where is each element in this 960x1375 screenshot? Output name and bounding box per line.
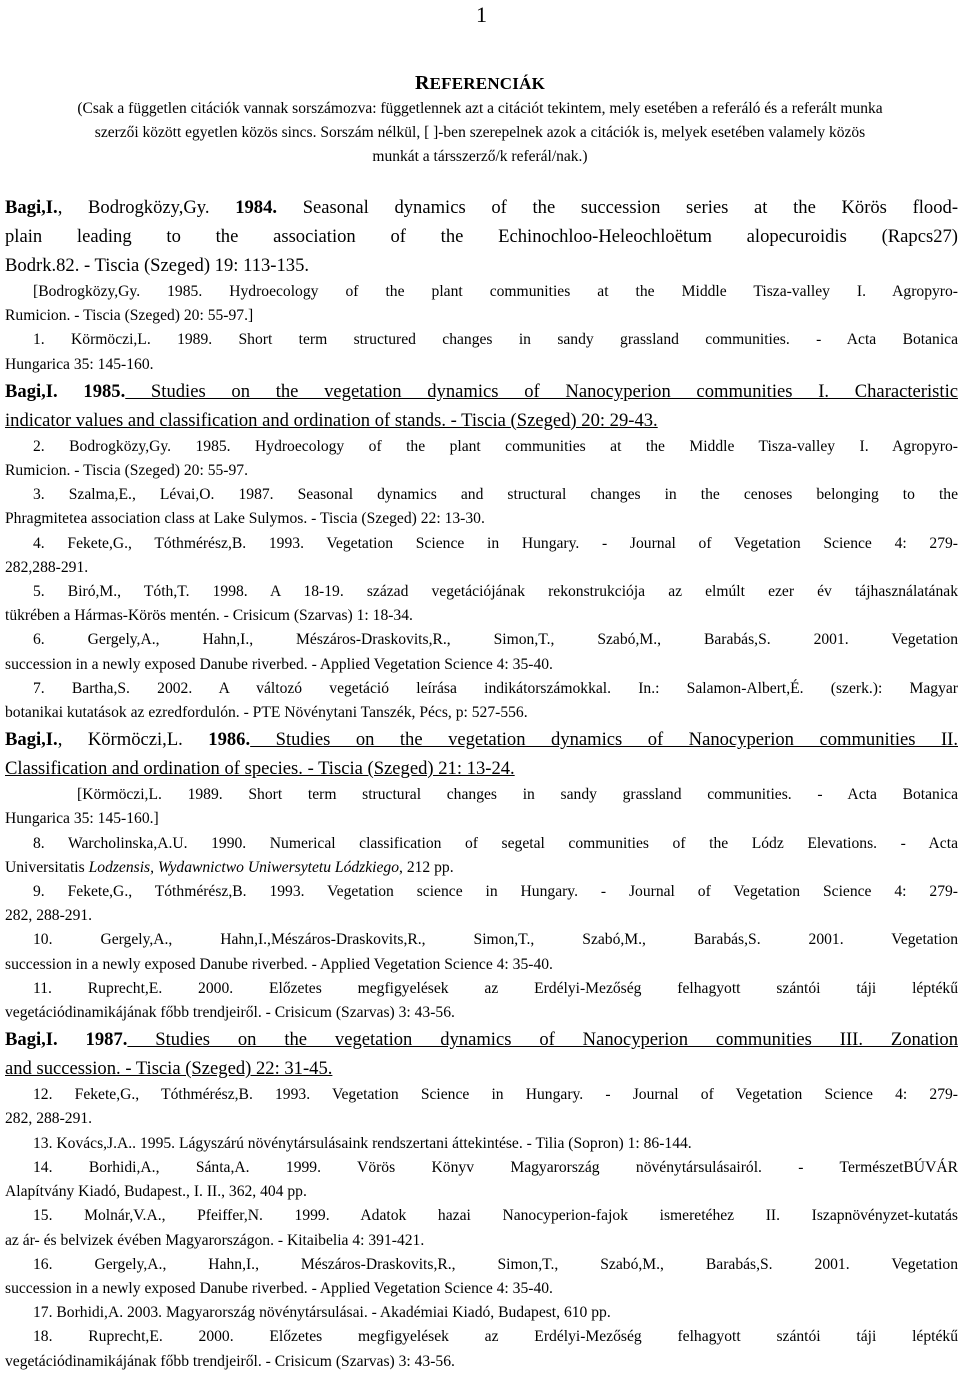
title-initial: R: [414, 72, 430, 94]
citation-line: 5. Biró,M., Tóth,T. 1998. A 18-19. század vegetációjának rekonstrukciója az elmúlt ezer év tájhasználatának: [33, 583, 958, 601]
author-name: Bagi,I.: [5, 197, 58, 218]
citation-line: 14. Borhidi,A., Sánta,A. 1999. Vörös Könyv Magyarország növénytársulásairól. - TermészetBÚVÁR: [33, 1158, 958, 1176]
citation-line: 1. Körmöczi,L. 1989. Short term structured changes in sandy grassland communities. - Acta Botanica: [33, 331, 958, 349]
citation-line: 282, 288-291.: [5, 907, 93, 925]
reference-line: [5, 193, 958, 222]
citation-line: 9. Fekete,G., Tóthmérész,B. 1993. Vegetation science in Hungary. - Journal of Vegetation Science 4: 279-: [33, 883, 958, 901]
title-rest: EFERENCIÁK: [429, 74, 545, 93]
citation-line: 3. Szalma,E., Lévai,O. 1987. Seasonal dynamics and structural changes in the cenoses belonging to the: [33, 486, 958, 504]
citation-line: 7. Bartha,S. 2002. A változó vegetáció leírása indikátorszámokkal. In.: Salamon-Albert,É. (szerk.): Magyar: [33, 679, 958, 697]
citation-line: vegetációdinamikájának főbb trendjeiről. - Crisicum (Szarvas) 3: 43-56.: [5, 1004, 455, 1022]
citation-line: succession in a newly exposed Danube riverbed. - Applied Vegetation Science 4: 35-40.: [5, 1279, 553, 1297]
citation-line: 6. Gergely,A., Hahn,I., Mészáros-Draskovits,R., Simon,T., Szabó,M., Barabás,S. 2001. Vegetation: [33, 631, 958, 649]
citation-line: botanikai kutatások az ezredfordulón. - PTE Növénytani Tanszék, Pécs, p: 527-556.: [5, 704, 528, 722]
reference-year: 1986.: [182, 729, 251, 751]
reference-line: and succession. - Tiscia (Szeged) 22: 31-45.: [5, 1058, 333, 1080]
citation-line: az ár- és belvizek évében Magyarországon. - Kitaibelia 4: 391-421.: [5, 1231, 425, 1249]
citation-line: Alapítvány Kiadó, Budapest., I. II., 362, 404 pp.: [5, 1183, 307, 1201]
reference-line: [5, 1025, 958, 1054]
citation-line: Rumicion. - Tiscia (Szeged) 20: 55-97.: [5, 462, 248, 480]
citation-line: 10. Gergely,A., Hahn,I.,Mészáros-Draskovits,R., Simon,T., Szabó,M., Barabás,S. 2001. Vegetation: [33, 931, 958, 949]
citation-line: Hungarica 35: 145-160.]: [5, 810, 159, 828]
intro-line: munkát a társszerző/k referál/nak.): [372, 148, 588, 165]
citation-line: 16. Gergely,A., Hahn,I., Mészáros-Draskovits,R., Simon,T., Szabó,M., Barabás,S. 2001. Vegetation: [33, 1255, 958, 1273]
citation-line: Phragmitetea association class at Lake Sulymos. - Tiscia (Szeged) 22: 13-30.: [5, 510, 485, 528]
reference-text: Studies on the vegetation dynamics of Nanocyperion communities III. Zonation: [127, 1029, 958, 1051]
citation-line: 282, 288-291.: [5, 1110, 93, 1128]
reference-head: Bagi,I. 1985.: [5, 380, 126, 402]
main-reference-2: [5, 377, 958, 435]
citation-group-4: [5, 1083, 958, 1373]
citation-line: 11. Ruprecht,E. 2000. Előzetes megfigyelések az Erdélyi-Mezőség felhagyott szántói táji léptékű: [33, 979, 958, 997]
citation-line: succession in a newly exposed Danube riverbed. - Applied Vegetation Science 4: 35-40.: [5, 655, 553, 673]
citation-text: , 212 pp.: [399, 858, 454, 876]
reference-list: [5, 193, 958, 1374]
intro-line: (Csak a független citációk vannak sorszámozva: függetlennek azt a citációt tekintem, mely esetében a referáló és a referált munka: [77, 100, 883, 117]
reference-line: [5, 377, 958, 406]
reference-text: Seasonal dynamics of the succession series at the Körös flood-: [277, 197, 959, 218]
reference-line: Classification and ordination of species. - Tiscia (Szeged) 21: 13-24.: [5, 758, 515, 780]
citation-text: Universitatis: [5, 858, 89, 876]
reference-text: Studies on the vegetation dynamics of Nanocyperion communities I. Characteristic: [125, 380, 958, 402]
citation-line: Rumicion. - Tiscia (Szeged) 20: 55-97.]: [5, 307, 254, 325]
citation-line: 4. Fekete,G., Tóthmérész,B. 1993. Vegetation Science in Hungary. - Journal of Vegetation Science 4: 279-: [33, 534, 958, 552]
main-reference-3: [5, 725, 958, 783]
reference-line: plain leading to the association of the Echinochloo-Heleochloëtum alopecuroidis (Rapcs27): [5, 226, 958, 247]
citation-line: 15. Molnár,V.A., Pfeiffer,N. 1999. Adatok hazai Nanocyperion-fajok ismeretéhez II. Iszapnövényzet-kutatás: [33, 1207, 958, 1225]
citation-line: 8. Warcholinska,A.U. 1990. Numerical classification of segetal communities of the Lódz Elevations. - Acta: [33, 834, 958, 852]
reference-year: 1984.: [209, 197, 278, 218]
page-number: 1: [476, 2, 487, 27]
intro-line: szerzői között egyetlen közös sincs. Sorszám nélkül, [ ]-ben szerepelnek azok a citációk is, melyek esetében valamely közös: [94, 124, 866, 141]
citation-line: [5, 856, 958, 880]
citation-group-1: [5, 280, 958, 377]
citation-line: 12. Fekete,G., Tóthmérész,B. 1993. Vegetation Science in Hungary. - Journal of Vegetation Science 4: 279-: [33, 1086, 958, 1104]
citation-line: tükrében a Hármas-Körös mentén. - Crisicum (Szarvas) 1: 18-34.: [5, 607, 413, 625]
reference-line: indicator values and classification and ordination of stands. - Tiscia (Szeged) 20: 29-43.: [5, 409, 658, 431]
author-name: Bagi,I.: [5, 729, 58, 751]
publisher-name: Lodzensis, Wydawnictwo Uniwersytetu Lódzkiego: [88, 858, 400, 876]
citation-line: 282,288-291.: [5, 558, 89, 576]
coauthor-name: , Körmöczi,L.: [57, 729, 183, 751]
citation-line: 18. Ruprecht,E. 2000. Előzetes megfigyelések az Erdélyi-Mezőség felhagyott szántói táji léptékű: [33, 1328, 958, 1346]
citation-group-2: [5, 435, 958, 725]
citation-line: succession in a newly exposed Danube riverbed. - Applied Vegetation Science 4: 35-40.: [5, 955, 553, 973]
citation-group-3: [5, 783, 958, 1025]
citation-line: 17. Borhidi,A. 2003. Magyarország növénytársulásai. - Akadémiai Kiadó, Budapest, 610 pp.: [33, 1304, 611, 1322]
page-title: [0, 72, 960, 95]
coauthor-name: , Bodrogközy,Gy.: [57, 197, 210, 218]
citation-line: 13. Kovács,J.A.. 1995. Lágyszárú növénytársulásaink rendszertani áttekintése. - Tilia (Sopron) 1: 86-144.: [33, 1134, 692, 1152]
reference-head: Bagi,I. 1987.: [5, 1029, 128, 1051]
references-header: [0, 72, 960, 169]
reference-text: Studies on the vegetation dynamics of Nanocyperion communities II.: [250, 729, 958, 751]
main-reference-1: [5, 193, 958, 280]
main-reference-4: [5, 1025, 958, 1083]
citation-line: vegetációdinamikájának főbb trendjeiről. - Crisicum (Szarvas) 3: 43-56.: [5, 1352, 455, 1370]
citation-line: 2. Bodrogközy,Gy. 1985. Hydroecology of the plant communities at the Middle Tisza-valley I. Agropyro-: [33, 437, 958, 455]
citation-line: [Bodrogközy,Gy. 1985. Hydroecology of the plant communities at the Middle Tisza-valley I. Agropyro-: [33, 283, 958, 300]
citation-line: Hungarica 35: 145-160.: [5, 355, 154, 373]
intro-note: [6, 97, 954, 169]
reference-line: Bodrk.82. - Tiscia (Szeged) 19: 113-135.: [5, 255, 310, 276]
reference-line: [5, 725, 958, 754]
citation-line: [Körmöczi,L. 1989. Short term structural changes in sandy grassland communities. - Acta Botanica: [77, 786, 958, 804]
